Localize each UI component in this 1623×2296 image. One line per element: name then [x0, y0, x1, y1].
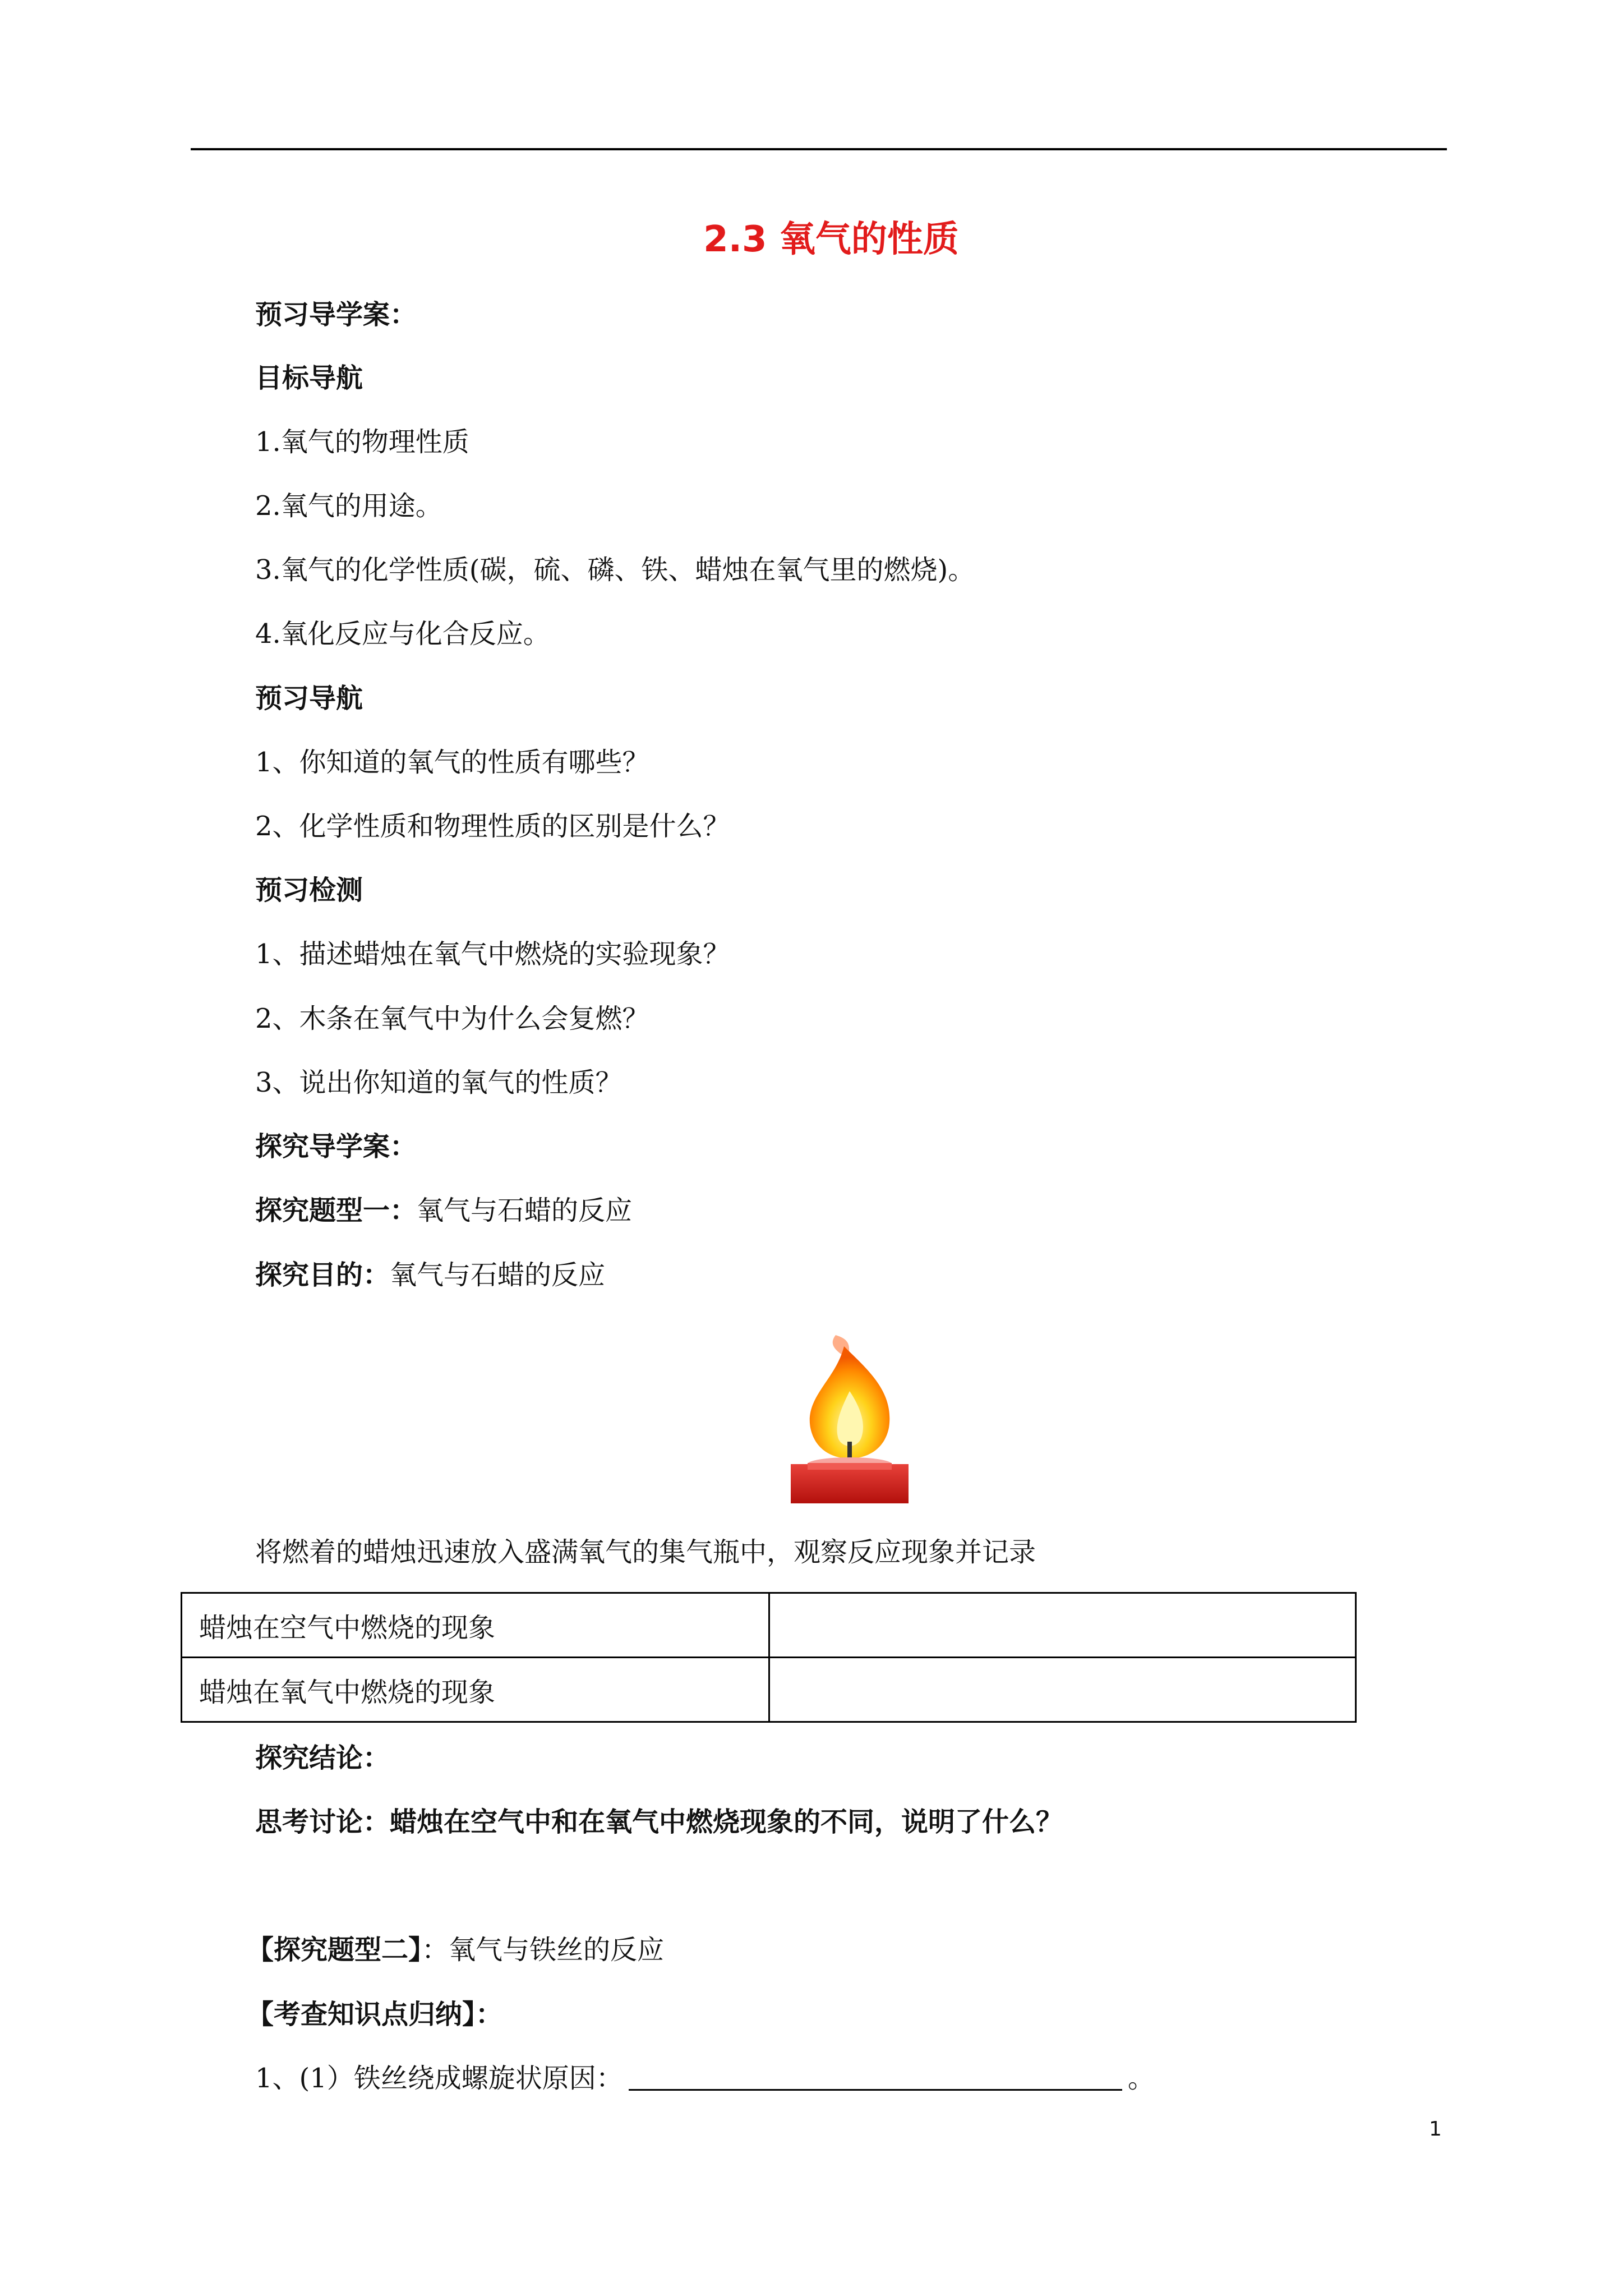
preview-test-item: 2、木条在氧气中为什么会复燃？	[255, 1003, 649, 1034]
preview-test-item: 1、描述蜡烛在氧气中燃烧的实验现象？	[255, 938, 730, 970]
explore-goal-text: 氧气与石蜡的反应	[390, 1259, 606, 1291]
explore1-text: 氧气与石蜡的反应	[417, 1195, 633, 1226]
question-1-suffix: 。	[1127, 2063, 1155, 2094]
question-1-prefix: 1、(1）铁丝绕成螺旋状原因：	[255, 2063, 623, 2094]
goal-item: 1.氧气的物理性质	[255, 426, 469, 458]
explore1-label: 探究题型一：	[255, 1195, 417, 1226]
explore-goal-label: 探究目的：	[255, 1259, 390, 1291]
table-row	[182, 1593, 1356, 1658]
discussion-question: 思考讨论：蜡烛在空气中和在氧气中燃烧现象的不同，说明了什么？	[255, 1806, 1063, 1838]
table-row	[182, 1658, 1356, 1722]
explore2-line	[247, 1931, 664, 1968]
header-rule	[191, 148, 1447, 150]
conclusion-label: 探究结论：	[255, 1742, 390, 1774]
table-cell-answer[interactable]	[769, 1593, 1356, 1658]
goal-item: 4.氧化反应与化合反应。	[255, 618, 550, 650]
experiment-instruction: 将燃着的蜡烛迅速放入盛满氧气的集气瓶中，观察反应现象并记录	[255, 1536, 1036, 1568]
table-cell-label: 蜡烛在氧气中燃烧的现象	[182, 1658, 769, 1722]
explore2-label: 【探究题型二】	[247, 1934, 422, 1966]
goal-heading: 目标导航	[255, 362, 363, 394]
goal-item: 3.氧气的化学性质(碳，硫、磷、铁、蜡烛在氧气里的燃烧)。	[255, 554, 975, 586]
explore1-line	[255, 1192, 632, 1229]
table-cell-label: 蜡烛在空气中燃烧的现象	[182, 1593, 769, 1658]
preview-nav-item: 1、你知道的氧气的性质有哪些？	[255, 747, 649, 778]
explore-goal-line	[255, 1257, 605, 1294]
preview-nav-heading: 预习导航	[255, 683, 363, 714]
page-number: 1	[1429, 2118, 1442, 2141]
preview-test-heading: 预习检测	[255, 875, 363, 906]
question-1	[255, 2060, 1155, 2097]
answer-blank[interactable]	[629, 2061, 1122, 2091]
observation-table	[181, 1592, 1357, 1723]
explore2-text: ：氧气与铁丝的反应	[422, 1934, 665, 1966]
preview-test-item: 3、说出你知道的氧气的性质？	[255, 1067, 623, 1098]
goal-item: 2.氧气的用途。	[255, 490, 442, 522]
section-explore-heading: 探究导学案：	[255, 1131, 417, 1162]
table-cell-answer[interactable]	[769, 1658, 1356, 1722]
candle-flame-icon	[782, 1329, 917, 1509]
knowledge-heading: 【考查知识点归纳】：	[247, 1999, 503, 2030]
section-preview-heading: 预习导学案：	[255, 299, 417, 330]
page-title: 2.3 氧气的性质	[703, 219, 959, 260]
preview-nav-item: 2、化学性质和物理性质的区别是什么？	[255, 811, 730, 842]
